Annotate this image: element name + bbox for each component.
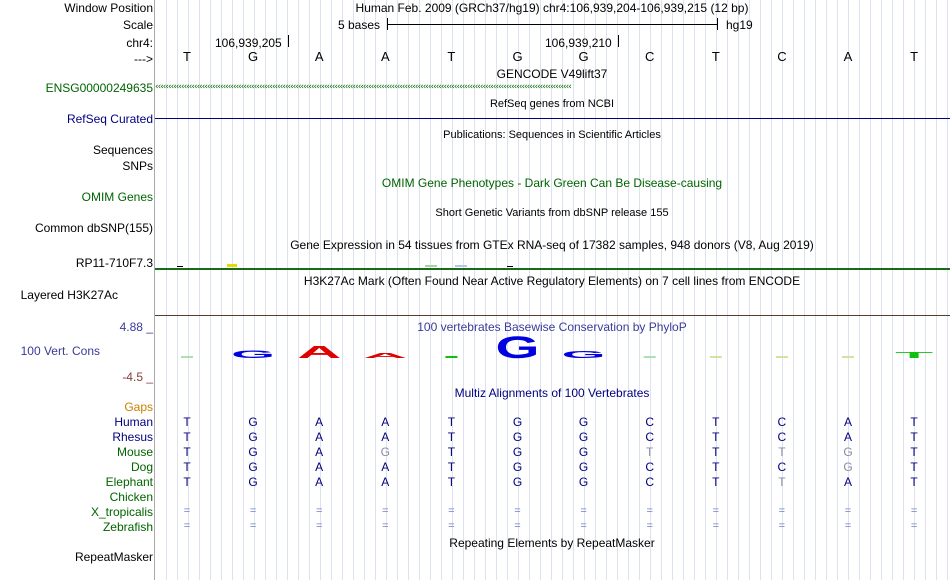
alignment-base: T [910,415,918,429]
scale-assembly: hg19 [726,18,753,32]
cons-min-label: -4.5 _ [122,370,153,384]
alignment-base: G [578,430,589,444]
species-label[interactable]: X_tropicalis [90,505,153,519]
alignment-base: = [778,505,786,517]
conservation-mark [842,356,854,358]
alignment-base: T [183,430,191,444]
gtex-bar [455,265,467,267]
gencode-gene-feature[interactable]: ‹‹‹‹‹‹‹‹‹‹‹‹‹‹‹‹‹‹‹‹‹‹‹‹‹‹‹‹‹‹‹‹‹‹‹‹‹‹‹‹‹‹‹‹‹‹‹‹‹‹‹‹‹‹‹‹‹‹‹‹‹‹‹‹‹‹‹‹‹‹‹‹‹‹‹‹‹‹‹‹‹‹‹‹‹‹‹‹‹‹‹‹‹‹‹‹‹‹‹‹‹‹‹‹‹‹‹‹‹‹‹‹‹‹‹‹‹‹‹‹‹‹‹‹‹‹‹‹‹‹‹‹‹‹‹‹‹‹‹‹‹‹‹‹‹‹‹‹‹‹‹‹‹‹‹‹‹‹‹‹ [155,82,571,92]
alignment-base: A [843,475,853,489]
conservation-letter: A [297,342,342,362]
ruler-base: G [512,49,523,64]
alignment-base: T [183,415,191,429]
conservation-letter: G [231,347,276,361]
track-label-dbsnp[interactable]: Common dbSNP(155) [34,221,153,235]
gencode-title: GENCODE V49lift37 [496,67,608,81]
alignment-base: T [447,460,456,474]
alignment-base: = [382,520,389,532]
alignment-base: A [381,430,390,444]
alignment-base: G [380,445,390,459]
browser-title: Human Feb. 2009 (GRCh37/hg19) chr4:106,939,204-106,939,215 (12 bp) [355,1,749,15]
scale-label: Scale [122,18,153,32]
alignment-base: C [777,430,787,444]
ruler-base: T [447,49,456,64]
track-label-gtex[interactable]: RP11-710F7.3 [75,256,153,270]
alignment-base: A [315,445,324,459]
scale-bar-right-tick [717,18,718,30]
conservation-mark [776,356,788,358]
cons-max-label: 4.88 _ [119,320,153,334]
alignment-base: T [910,430,918,444]
ruler-base: T [711,49,720,64]
conservation-mark [644,356,656,358]
track-label-sequences[interactable]: Sequences [92,143,153,157]
ruler-base: A [380,49,390,64]
conservation-title: 100 vertebrates Basewise Conservation by PhyloP [417,320,687,334]
alignment-base: G [248,430,258,444]
species-label[interactable]: Human [114,415,153,429]
alignment-base: = [183,520,191,532]
alignment-base: A [381,475,390,489]
ruler-base: T [183,49,191,64]
track-label-conservation[interactable]: 100 Vert. Cons [20,344,100,358]
alignment-base: = [514,505,521,517]
repeatmasker-title: Repeating Elements by RepeatMasker [449,536,655,550]
alignment-base: A [381,460,390,474]
alignment-base: = [382,505,389,517]
alignment-base: T [447,445,456,459]
gtex-bar [507,266,513,267]
alignment-base: T [183,460,191,474]
publications-title: Publications: Sequences in Scientific Articles [443,129,661,141]
h3k27ac-baseline [155,315,950,316]
gtex-bar [177,266,183,267]
alignment-base: T [447,475,456,489]
conservation-mark [181,356,193,358]
conservation-mark [710,356,722,358]
species-label[interactable]: Chicken [109,490,153,504]
track-label-h3k27ac[interactable]: Layered H3K27Ac [20,288,118,302]
alignment-base: G [512,445,523,459]
gtex-bar [227,264,237,267]
alignment-base: T [712,475,720,489]
alignment-base: G [843,445,853,459]
alignment-base: = [646,505,653,517]
species-label[interactable]: Rhesus [112,430,153,444]
alignment-base: C [777,415,787,429]
ruler-base: C [777,49,787,64]
alignment-base: = [910,520,918,532]
alignment-base: T [183,475,191,489]
alignment-base: C [645,460,655,474]
track-label-repeatmasker[interactable]: RepeatMasker [74,550,153,564]
alignment-base: G [512,415,523,429]
alignment-base: G [578,460,589,474]
alignment-base: T [646,445,654,459]
alignment-base: T [712,430,720,444]
alignment-base: C [645,475,655,489]
alignment-base: = [778,520,786,532]
omim-title: OMIM Gene Phenotypes - Dark Green Can Be Disease-causing [381,176,723,190]
ruler-base: T [910,49,919,64]
scale-bar-text: 5 bases [338,18,381,32]
alignment-base: T [712,415,720,429]
alignment-base: C [645,430,655,444]
alignment-base: G [248,475,258,489]
alignment-base: A [315,460,324,474]
ruler-base: A [843,49,853,64]
alignment-base: A [315,430,324,444]
conservation-logo[interactable] [155,334,950,368]
coord-label-2: 106,939,210 [545,36,612,50]
ruler-base: A [314,49,324,64]
track-label-snps[interactable]: SNPs [122,159,153,173]
scale-bar [387,24,718,25]
alignment-base: = [315,520,323,532]
alignment-base: = [580,505,587,517]
alignment-base: = [249,520,257,532]
alignment-base: = [448,520,455,532]
alignment-base: = [712,505,720,517]
ruler-base: G [578,49,589,64]
alignment-base: G [248,460,258,474]
alignment-base: = [183,505,191,517]
alignment-base: T [910,460,918,474]
alignment-base: = [448,505,455,517]
alignment-base: = [580,520,587,532]
refseq-gene-line[interactable] [155,118,950,119]
alignment-base: = [712,520,720,532]
gtex-separator [155,268,950,270]
alignment-base: = [646,520,653,532]
refseq-title: RefSeq genes from NCBI [489,98,615,110]
species-label[interactable]: Elephant [105,475,153,489]
window-position-label: Window Position [64,1,153,15]
species-label[interactable]: Mouse [116,445,153,459]
alignment-base: G [578,475,589,489]
alignment-base: T [778,475,786,489]
alignment-base: G [512,430,523,444]
scale-bar-left-tick [387,18,388,30]
alignment-base: T [183,445,191,459]
alignment-base: G [843,460,853,474]
coord-tick-2 [618,35,619,47]
alignment-base: T [778,445,786,459]
h3k27ac-title: H3K27Ac Mark (Often Found Near Active Regulatory Elements) on 7 cell lines from ENCODE [303,274,801,288]
track-label-gencode[interactable]: ENSG00000249635 [45,81,153,95]
alignment-base: T [447,430,456,444]
alignment-base: T [910,445,918,459]
alignment-base: A [843,415,853,429]
gtex-title: Gene Expression in 54 tissues from GTEx RNA-seq of 17382 samples, 948 donors (V8, Aug 2019) [290,238,814,252]
coord-label-1: 106,939,205 [215,36,282,50]
alignment-base: = [844,520,852,532]
species-label[interactable]: Zebrafish [102,520,153,534]
strand-label: ---> [134,52,153,66]
alignment-base: A [381,415,390,429]
alignment-base: G [578,445,589,459]
alignment-base: G [512,475,523,489]
track-label-omim[interactable]: OMIM Genes [81,190,153,204]
conservation-letter: T [895,350,934,361]
alignment-base: A [843,430,853,444]
alignment-base: T [447,415,456,429]
ruler-base: G [248,49,259,64]
track-label-refseq[interactable]: RefSeq Curated [66,112,153,126]
multiz-title: Multiz Alignments of 100 Vertebrates [454,386,650,400]
alignment-base: A [315,415,324,429]
alignment-base: T [712,460,720,474]
alignment-base: C [777,460,787,474]
alignment-base: = [910,505,918,517]
alignment-base: = [249,505,257,517]
conservation-letter: G [495,334,540,365]
alignment-base: A [315,475,324,489]
alignment-base: = [514,520,521,532]
conservation-letter: G [561,349,606,361]
alignment-base: G [248,445,258,459]
track-label-gaps[interactable]: Gaps [124,400,153,414]
alignment-base: C [645,415,655,429]
gtex-bar [425,265,437,267]
dbsnp-title: Short Genetic Variants from dbSNP release 155 [435,207,669,219]
conservation-letter: A [363,351,408,360]
alignment-base: = [844,505,852,517]
alignment-base: G [512,460,523,474]
alignment-base: T [910,475,918,489]
conservation-mark [445,356,457,358]
alignment-base: G [578,415,589,429]
species-label[interactable]: Dog [130,460,153,474]
alignment-base: G [248,415,258,429]
coord-tick-1 [288,35,289,47]
ruler-base: C [644,49,655,64]
alignment-base: T [712,445,720,459]
chrom-label: chr4: [126,36,153,50]
alignment-base: = [315,505,323,517]
